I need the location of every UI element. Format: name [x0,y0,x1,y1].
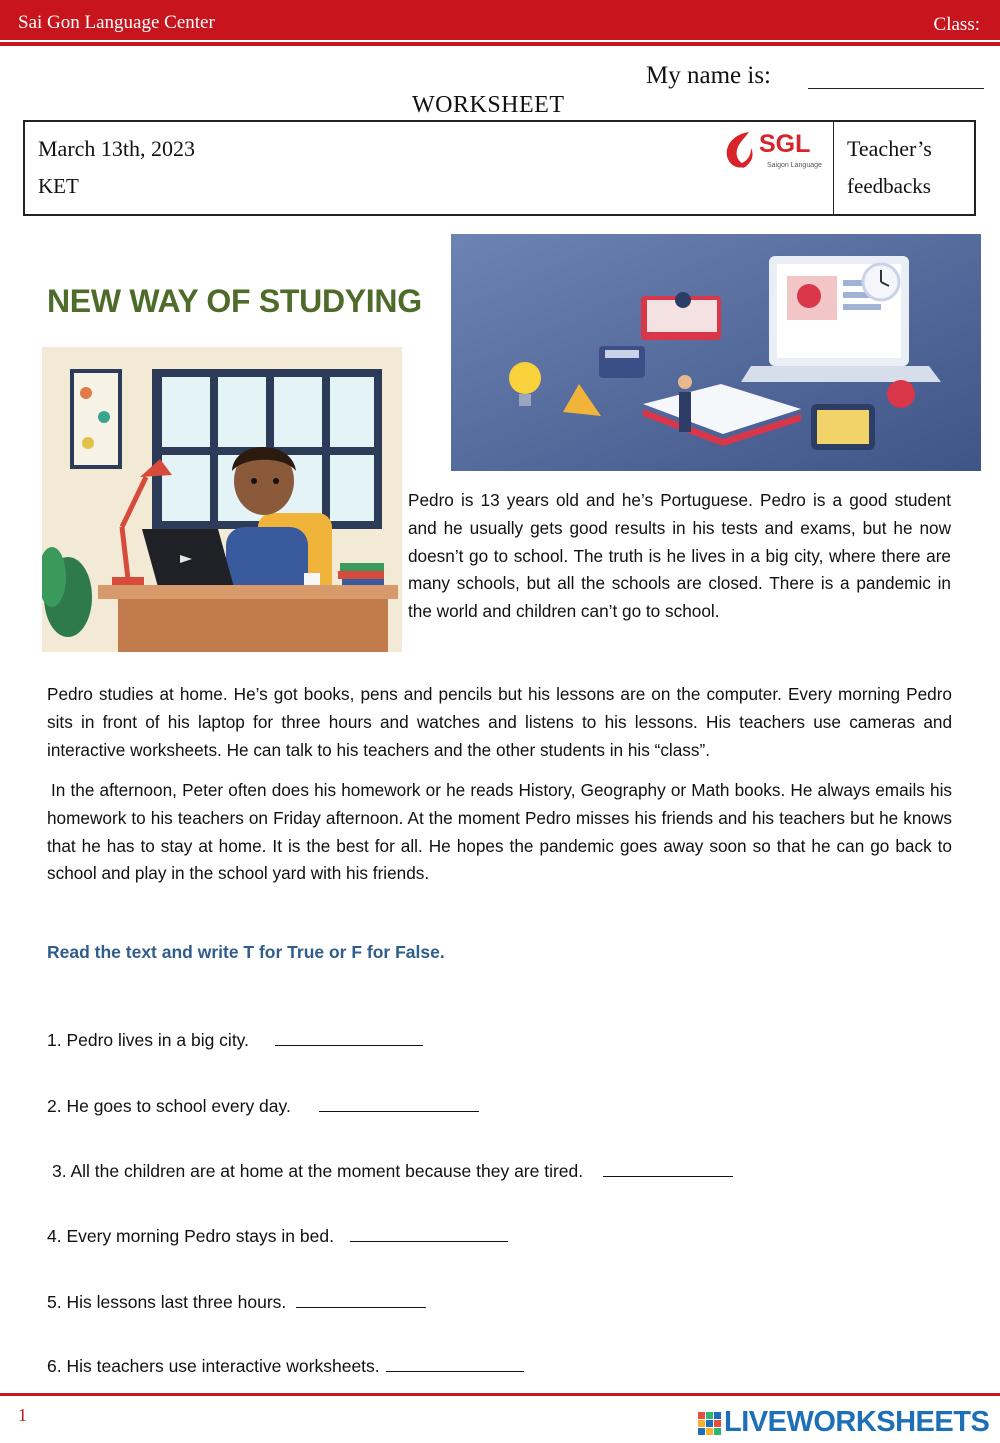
sgl-logo [721,126,829,176]
answer-blank-3[interactable] [603,1158,733,1177]
answer-blank-1[interactable] [275,1027,423,1046]
question-5 [47,1289,426,1313]
sgl-logo-subtext: Saigon Language [767,162,822,169]
question-text: 4. Every morning Pedro stays in bed. [47,1226,334,1246]
answer-blank-6[interactable] [386,1353,524,1372]
liveworksheets-cubes-icon [698,1412,722,1436]
question-2 [47,1093,479,1117]
header-divider [0,42,1000,46]
question-text: 5. His lessons last three hours. [47,1292,287,1312]
answer-blank-2[interactable] [319,1093,479,1112]
feedback-label-line2: feedbacks [847,174,931,198]
sgl-logo-text: SGL [759,130,811,158]
my-name-label: My name is: [646,62,771,89]
exercise-instruction: Read the text and write T for True or F for False. [47,942,445,962]
article-headline: NEW WAY OF STUDYING [47,283,422,319]
worksheet-level: KET [38,174,79,198]
article-paragraph-2: Pedro studies at home. He’s got books, pens and pencils but his lessons are on the computer. Every morning Pedro sits in front of his laptop for three hours and watches and listens to his lessons. His teachers use cameras and interactive worksheets. He can talk to his teachers and the other students in his “class”. [47,684,952,760]
article-paragraph-1: Pedro is 13 years old and he’s Portuguese. Pedro is a good student and he usually gets good results in his tests and exams, but he now doesn’t go to school. The truth is he lives in a big city, where there are many schools, but all the schools are closed. There is a pandemic in the world and children can’t go to school. [408,490,951,622]
question-text: 3. All the children are at home at the moment because they are tired. [52,1161,584,1181]
liveworksheets-text: LIVEWORKSHEETS [724,1406,990,1438]
question-text: 2. He goes to school every day. [47,1096,291,1116]
sgl-logo-icon [721,128,755,174]
feedback-divider [833,122,834,214]
worksheet-date: March 13th, 2023 [38,136,196,161]
study-illustration-image [451,234,981,471]
article-paragraph-3: In the afternoon, Peter often does his homework or he reads History, Geography or Math books. He always emails his homework to his teachers on Friday afternoon. At the moment Pedro misses his friends and his teachers but he knows that he has to stay at home. It is the best for all. He hopes the pandemic goes away soon so that he can go back to school and play in the school yard with his friends. [47,780,952,884]
answer-blank-4[interactable] [350,1223,508,1242]
question-text: 1. Pedro lives in a big city. [47,1030,249,1050]
answer-blank-5[interactable] [296,1289,426,1308]
question-text: 6. His teachers use interactive worksheets. [47,1356,380,1376]
footer-divider [0,1393,1000,1396]
my-name-input-line[interactable] [808,88,984,89]
boy-studying-image [42,347,402,652]
center-name: Sai Gon Language Center [18,12,215,33]
page-number: 1 [18,1405,27,1425]
question-3 [52,1158,733,1182]
liveworksheets-logo[interactable] [698,1404,994,1438]
question-4 [47,1223,508,1247]
class-label: Class: [933,14,980,35]
info-box [23,120,976,216]
worksheet-title: WORKSHEET [412,92,565,118]
question-1 [47,1027,423,1051]
feedback-label-line1: Teacher’s [847,136,932,161]
question-6 [47,1353,524,1377]
header-bar [0,0,1000,40]
